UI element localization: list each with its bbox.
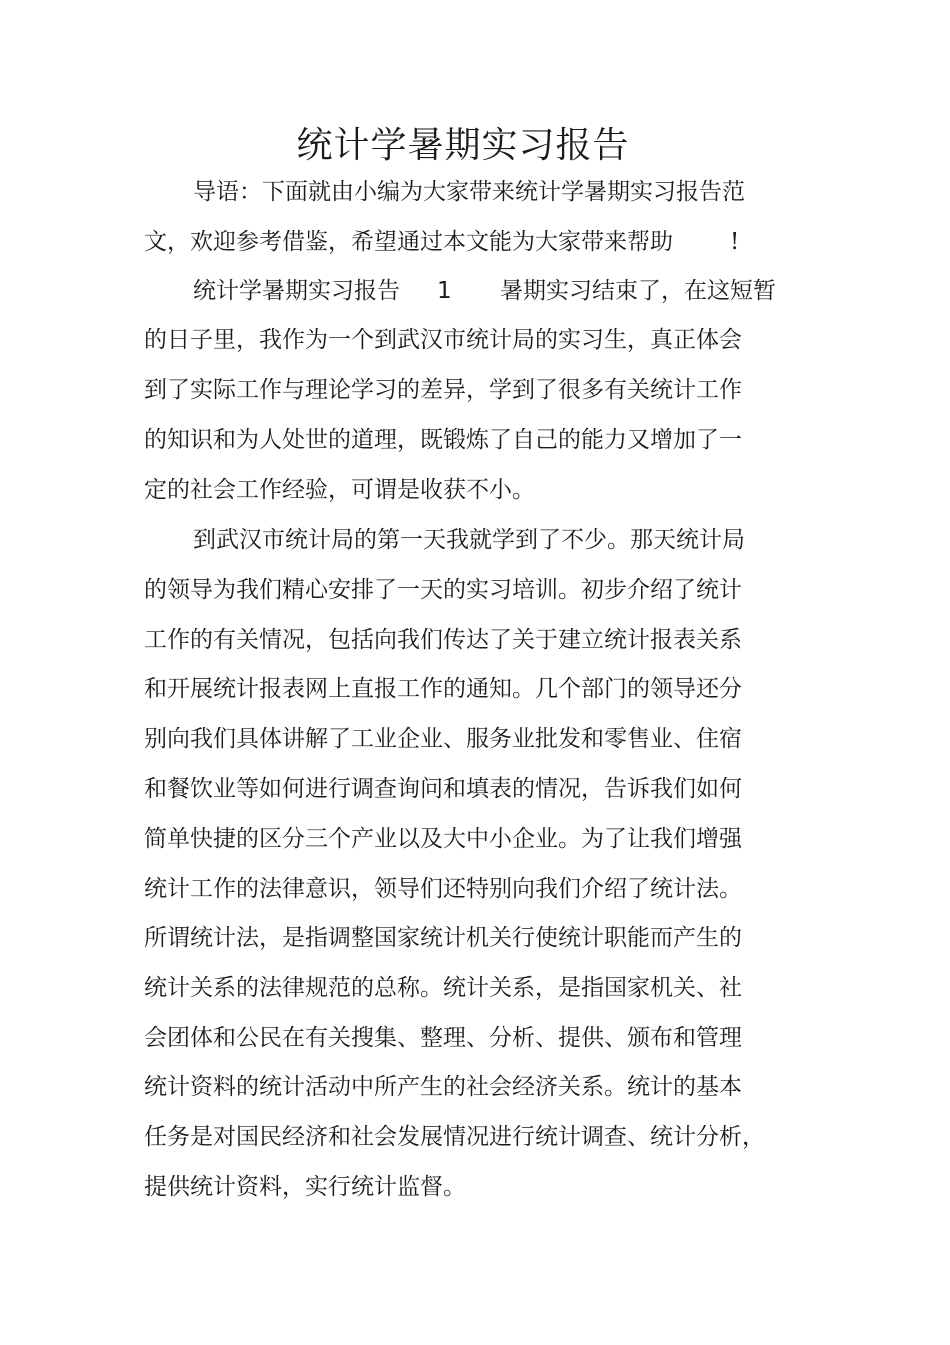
paragraph-line: 别向我们具体讲解了工业企业、服务业批发和零售业、住宿 — [144, 726, 742, 752]
paragraph-line: 和开展统计报表网上直报工作的通知。几个部门的领导还分 — [144, 676, 742, 702]
paragraph-line: 和餐饮业等如何进行调查询问和填表的情况，告诉我们如何 — [144, 776, 742, 802]
paragraph-line: 会团体和公民在有关搜集、整理、分析、提供、颁布和管理 — [144, 1025, 742, 1051]
paragraph-line: 暑期实习结束了，在这短暂 — [500, 278, 776, 304]
paragraph-line: 所谓统计法，是指调整国家统计机关行使统计职能而产生的 — [144, 925, 742, 951]
paragraph-line: 任务是对国民经济和社会发展情况进行统计调查、统计分析， — [144, 1124, 765, 1150]
paragraph-line: 的知识和为人处世的道理，既锻炼了自己的能力又增加了一 — [144, 427, 742, 453]
paragraph-line: 提供统计资料，实行统计监督。 — [144, 1174, 466, 1200]
paragraph-line: 统计工作的法律意识，领导们还特别向我们介绍了统计法。 — [144, 876, 742, 902]
paragraph-line: 定的社会工作经验，可谓是收获不小。 — [144, 477, 535, 503]
paragraph-line: 工作的有关情况，包括向我们传达了关于建立统计报表关系 — [144, 627, 742, 653]
paragraph-line: 简单快捷的区分三个产业以及大中小企业。为了让我们增强 — [144, 826, 742, 852]
section-number: 1 — [437, 278, 452, 304]
paragraph-line: 文，欢迎参考借鉴，希望通过本文能为大家带来帮助 — [144, 229, 673, 255]
section-heading: 统计学暑期实习报告 — [193, 278, 400, 304]
paragraph-line: 统计资料的统计活动中所产生的社会经济关系。统计的基本 — [144, 1074, 742, 1100]
paragraph-line: 导语：下面就由小编为大家带来统计学暑期实习报告范 — [193, 179, 745, 205]
paragraph-line: 的领导为我们精心安排了一天的实习培训。初步介绍了统计 — [144, 577, 742, 603]
paragraph-line: 到了实际工作与理论学习的差异，学到了很多有关统计工作 — [144, 377, 742, 403]
paragraph-line: 统计关系的法律规范的总称。统计关系，是指国家机关、社 — [144, 975, 742, 1001]
paragraph-line: 到武汉市统计局的第一天我就学到了不少。那天统计局 — [193, 527, 745, 553]
document-title: 统计学暑期实习报告 — [296, 125, 630, 166]
paragraph-line: ! — [730, 229, 740, 255]
paragraph-line: 的日子里，我作为一个到武汉市统计局的实习生，真正体会 — [144, 327, 742, 353]
